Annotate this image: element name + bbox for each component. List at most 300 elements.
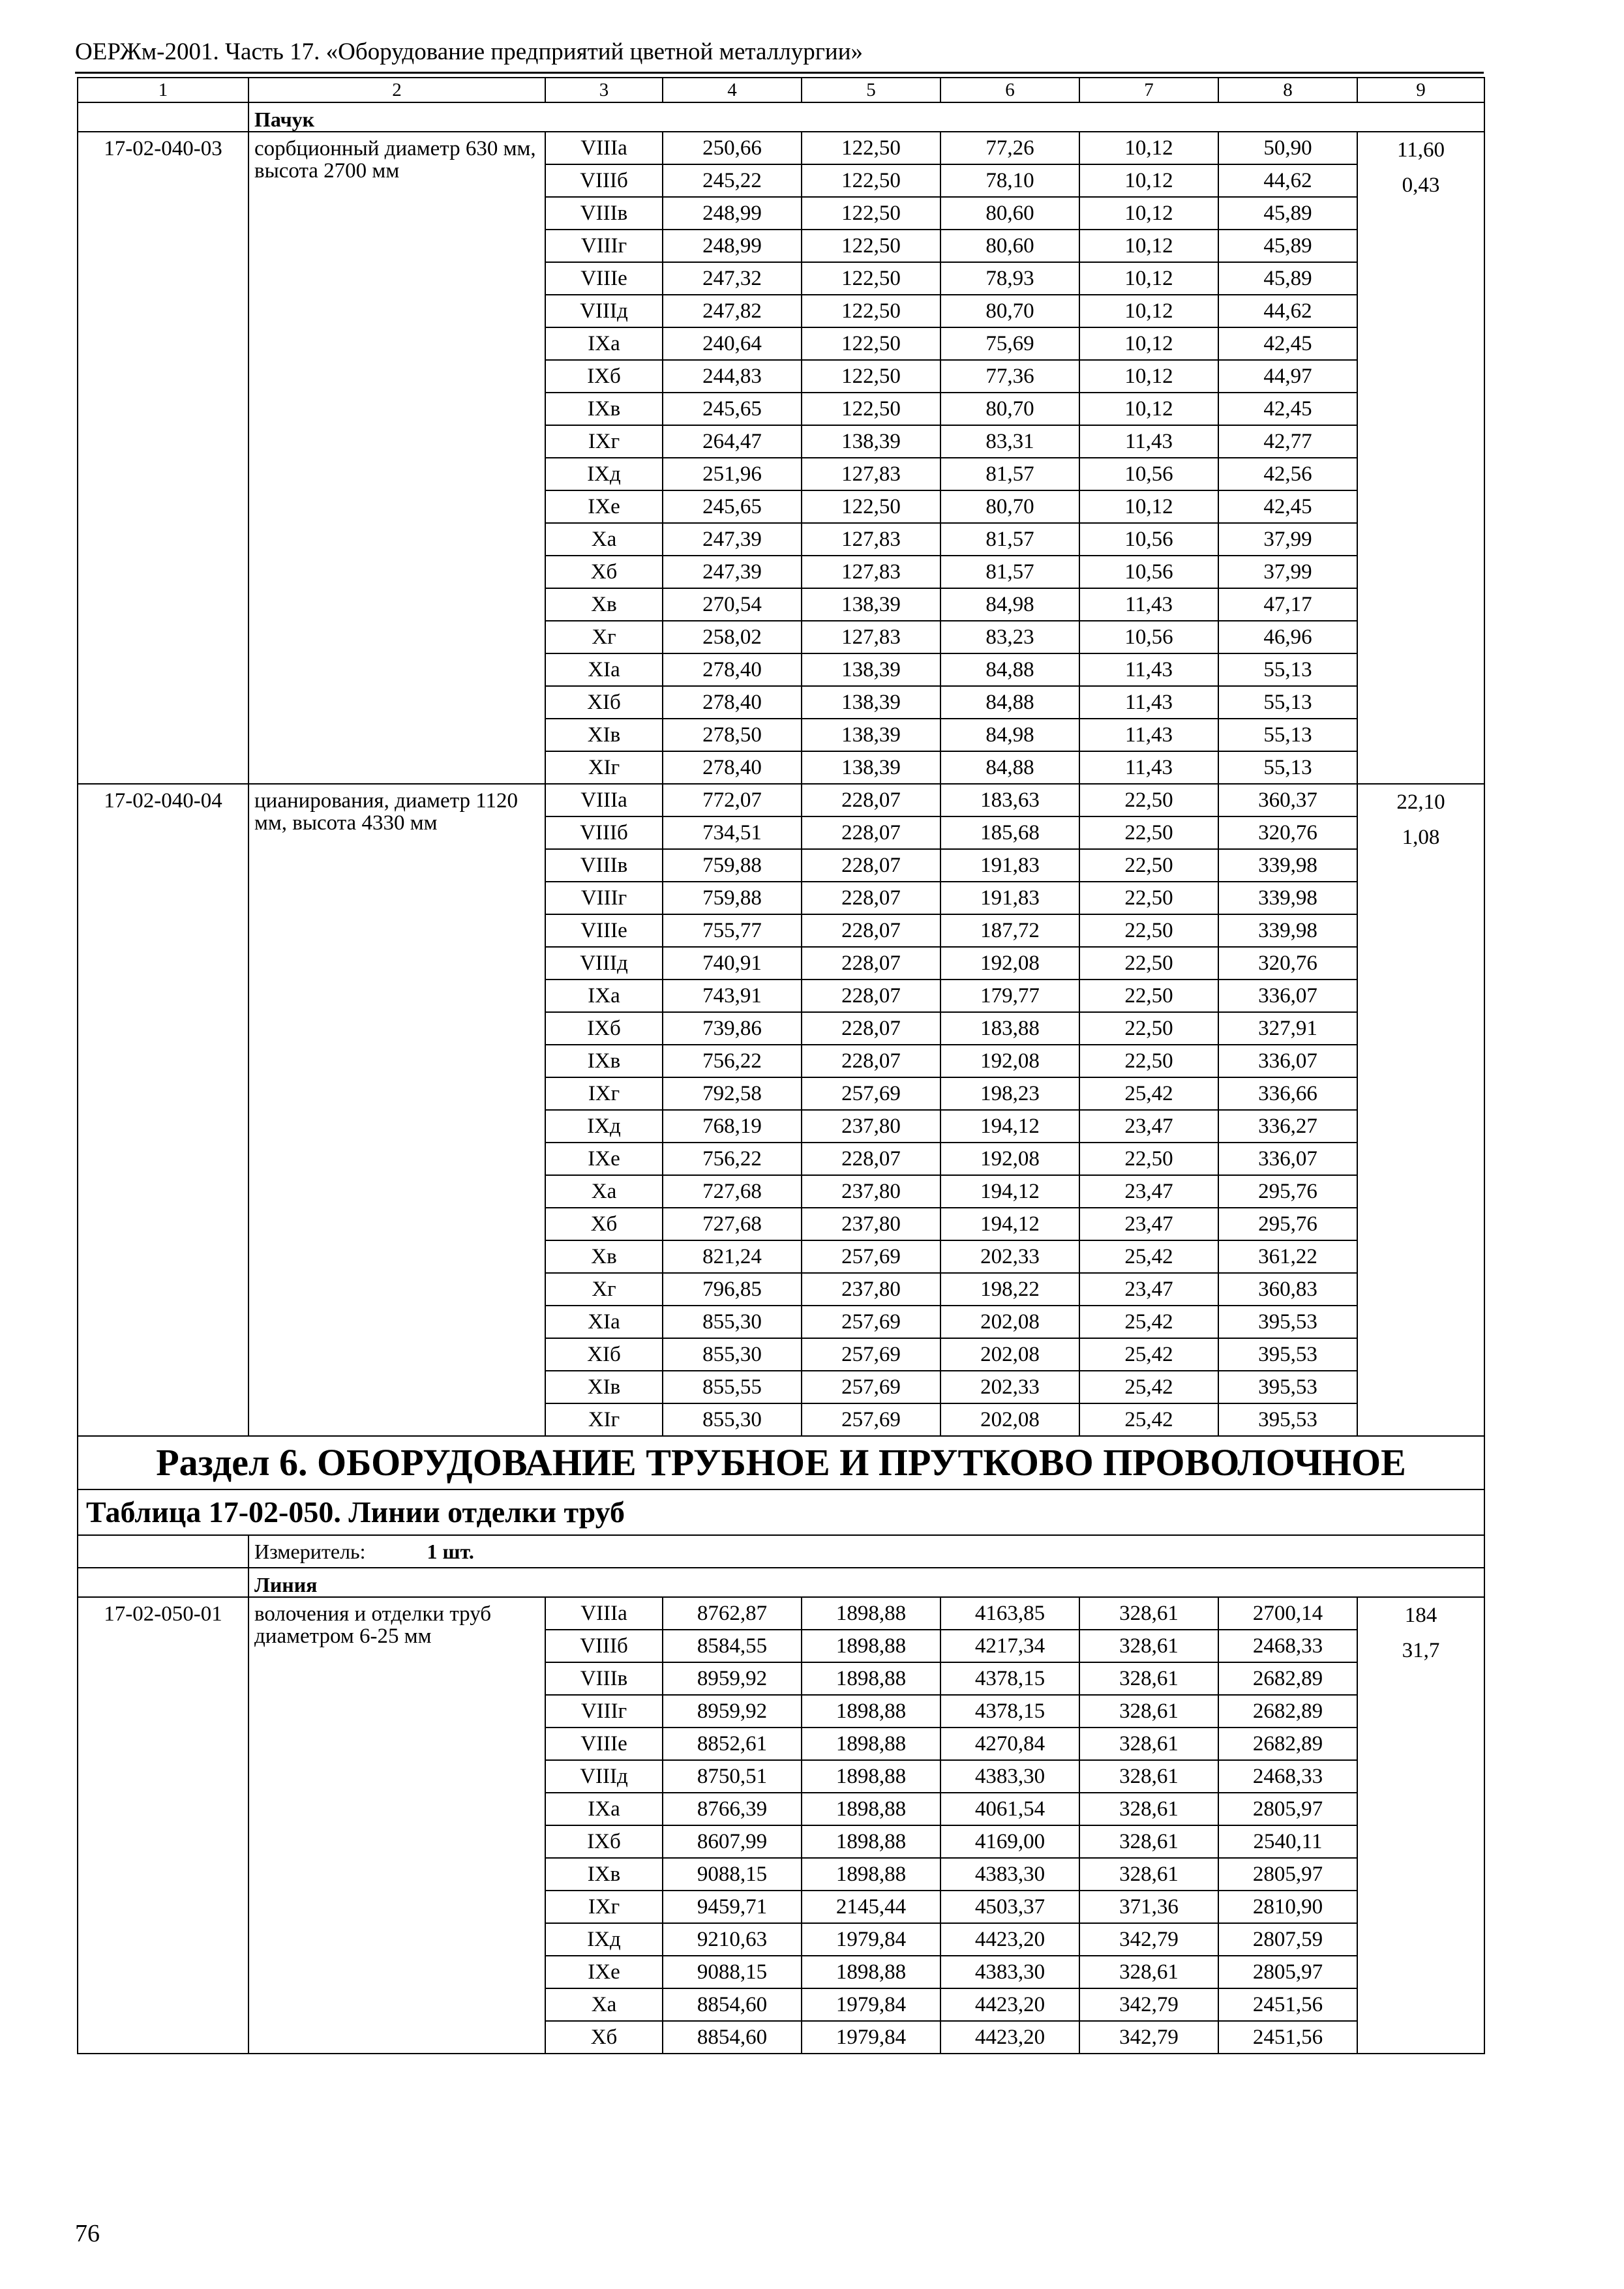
value-cell: 251,96 (663, 458, 802, 490)
item-code: 17-02-040-04 (78, 784, 248, 1436)
value-cell: 23,47 (1079, 1175, 1218, 1208)
value-cell: 10,56 (1079, 523, 1218, 556)
value-cell: 42,45 (1218, 490, 1357, 523)
value-cell: 127,83 (802, 621, 940, 653)
value-cell: 187,72 (940, 914, 1079, 947)
value-cell: 138,39 (802, 653, 940, 686)
value-cell: 248,99 (663, 230, 802, 262)
value-cell: 78,93 (940, 262, 1079, 295)
value-cell: 339,98 (1218, 849, 1357, 882)
value-cell: 328,61 (1079, 1793, 1218, 1825)
value-cell: 320,76 (1218, 947, 1357, 980)
value-cell: 127,83 (802, 458, 940, 490)
value-cell: 10,56 (1079, 621, 1218, 653)
zone-cell: XIа (545, 1306, 663, 1338)
value-cell: 2540,11 (1218, 1825, 1357, 1858)
zone-cell: IXг (545, 1891, 663, 1923)
group-pachuk-row (78, 102, 1484, 132)
zone-cell: VIIIа (545, 784, 663, 816)
value-cell: 2451,56 (1218, 2021, 1357, 2054)
zone-cell: VIIIе (545, 262, 663, 295)
measure-label: Измеритель: (254, 1540, 366, 1563)
value-cell: 192,08 (940, 947, 1079, 980)
value-cell: 22,50 (1079, 914, 1218, 947)
zone-cell: IXг (545, 425, 663, 458)
zone-cell: Xб (545, 556, 663, 588)
value-cell: 228,07 (802, 947, 940, 980)
value-cell: 122,50 (802, 360, 940, 393)
value-cell: 4169,00 (940, 1825, 1079, 1858)
value-cell: 83,23 (940, 621, 1079, 653)
zone-cell: IXг (545, 1077, 663, 1110)
value-cell: 270,54 (663, 588, 802, 621)
zone-cell: IXб (545, 1825, 663, 1858)
value-cell: 55,13 (1218, 653, 1357, 686)
mass-cell (1357, 784, 1484, 1436)
value-cell: 4503,37 (940, 1891, 1079, 1923)
measure-cell (248, 1535, 1484, 1568)
header-rule (75, 72, 1484, 74)
column-number: 7 (1079, 78, 1218, 102)
value-cell: 759,88 (663, 849, 802, 882)
value-cell: 47,17 (1218, 588, 1357, 621)
value-cell: 8750,51 (663, 1760, 802, 1793)
value-cell: 8607,99 (663, 1825, 802, 1858)
value-cell: 772,07 (663, 784, 802, 816)
value-cell: 855,55 (663, 1371, 802, 1403)
value-cell: 25,42 (1079, 1338, 1218, 1371)
value-cell: 46,96 (1218, 621, 1357, 653)
value-cell: 278,40 (663, 653, 802, 686)
value-cell: 360,37 (1218, 784, 1357, 816)
value-cell: 25,42 (1079, 1240, 1218, 1273)
value-cell: 336,07 (1218, 1143, 1357, 1175)
value-cell: 138,39 (802, 686, 940, 719)
value-cell: 80,60 (940, 230, 1079, 262)
column-number: 5 (802, 78, 940, 102)
value-cell: 395,53 (1218, 1338, 1357, 1371)
group-liniya-row (78, 1568, 1484, 1597)
value-cell: 77,36 (940, 360, 1079, 393)
value-cell: 278,40 (663, 686, 802, 719)
value-cell: 192,08 (940, 1045, 1079, 1077)
value-cell: 237,80 (802, 1110, 940, 1143)
value-cell: 2468,33 (1218, 1630, 1357, 1662)
value-cell: 4163,85 (940, 1597, 1079, 1630)
mass-value: 11,60 (1396, 138, 1445, 162)
value-cell: 122,50 (802, 327, 940, 360)
value-cell: 10,12 (1079, 393, 1218, 425)
item-name: волочения и отделки труб диаметром 6-25 мм (248, 1597, 545, 2054)
group-empty-cell (78, 1568, 248, 1597)
value-cell: 10,56 (1079, 556, 1218, 588)
value-cell: 8852,61 (663, 1728, 802, 1760)
zone-cell: IXд (545, 1923, 663, 1956)
zone-cell: Xа (545, 523, 663, 556)
column-number: 4 (663, 78, 802, 102)
value-cell: 2468,33 (1218, 1760, 1357, 1793)
value-cell: 22,50 (1079, 1045, 1218, 1077)
value-cell: 138,39 (802, 719, 940, 751)
column-number: 2 (248, 78, 545, 102)
value-cell: 336,07 (1218, 980, 1357, 1012)
zone-cell: XIб (545, 686, 663, 719)
value-cell: 8959,92 (663, 1695, 802, 1728)
value-cell: 202,08 (940, 1306, 1079, 1338)
value-cell: 228,07 (802, 1143, 940, 1175)
value-cell: 122,50 (802, 393, 940, 425)
value-cell: 228,07 (802, 914, 940, 947)
value-cell: 336,07 (1218, 1045, 1357, 1077)
value-cell: 84,98 (940, 719, 1079, 751)
value-cell: 122,50 (802, 295, 940, 327)
value-cell: 23,47 (1079, 1273, 1218, 1306)
value-cell: 328,61 (1079, 1695, 1218, 1728)
zone-cell: Xв (545, 588, 663, 621)
value-cell: 328,61 (1079, 1728, 1218, 1760)
zone-cell: Xг (545, 621, 663, 653)
value-cell: 10,12 (1079, 490, 1218, 523)
zone-cell: IXб (545, 360, 663, 393)
value-cell: 278,50 (663, 719, 802, 751)
value-cell: 122,50 (802, 197, 940, 230)
zone-cell: XIв (545, 1371, 663, 1403)
value-cell: 228,07 (802, 849, 940, 882)
value-cell: 10,12 (1079, 327, 1218, 360)
value-cell: 1898,88 (802, 1597, 940, 1630)
value-cell: 55,13 (1218, 686, 1357, 719)
value-cell: 122,50 (802, 132, 940, 164)
value-cell: 191,83 (940, 882, 1079, 914)
zone-cell: VIIIг (545, 230, 663, 262)
value-cell: 245,65 (663, 393, 802, 425)
value-cell: 1898,88 (802, 1956, 940, 1988)
value-cell: 37,99 (1218, 556, 1357, 588)
column-number: 8 (1218, 78, 1357, 102)
value-cell: 2682,89 (1218, 1728, 1357, 1760)
value-cell: 328,61 (1079, 1597, 1218, 1630)
value-cell: 194,12 (940, 1110, 1079, 1143)
value-cell: 8854,60 (663, 1988, 802, 2021)
value-cell: 11,43 (1079, 588, 1218, 621)
value-cell: 80,70 (940, 295, 1079, 327)
value-cell: 25,42 (1079, 1077, 1218, 1110)
value-cell: 740,91 (663, 947, 802, 980)
value-cell: 4378,15 (940, 1695, 1079, 1728)
mass-value: 1,08 (1402, 826, 1440, 849)
value-cell: 8854,60 (663, 2021, 802, 2054)
value-cell: 81,57 (940, 556, 1079, 588)
value-cell: 1979,84 (802, 1988, 940, 2021)
value-cell: 855,30 (663, 1338, 802, 1371)
value-cell: 10,12 (1079, 295, 1218, 327)
value-cell: 10,12 (1079, 164, 1218, 197)
value-cell: 9088,15 (663, 1858, 802, 1891)
value-cell: 22,50 (1079, 816, 1218, 849)
value-cell: 138,39 (802, 588, 940, 621)
value-cell: 237,80 (802, 1208, 940, 1240)
value-cell: 257,69 (802, 1371, 940, 1403)
value-cell: 42,45 (1218, 393, 1357, 425)
value-cell: 1898,88 (802, 1630, 940, 1662)
value-cell: 1979,84 (802, 1923, 940, 1956)
zone-cell: IXе (545, 1143, 663, 1175)
item-code: 17-02-040-03 (78, 132, 248, 784)
value-cell: 4217,34 (940, 1630, 1079, 1662)
value-cell: 2682,89 (1218, 1695, 1357, 1728)
value-cell: 22,50 (1079, 980, 1218, 1012)
value-cell: 77,26 (940, 132, 1079, 164)
value-cell: 2805,97 (1218, 1793, 1357, 1825)
measure-row (78, 1535, 1484, 1568)
value-cell: 8762,87 (663, 1597, 802, 1630)
value-cell: 75,69 (940, 327, 1079, 360)
group-pachuk-label: Пачук (248, 102, 1484, 132)
zone-cell: IXд (545, 458, 663, 490)
value-cell: 84,88 (940, 653, 1079, 686)
zone-cell: VIIIе (545, 1728, 663, 1760)
value-cell: 4423,20 (940, 1988, 1079, 2021)
value-cell: 328,61 (1079, 1630, 1218, 1662)
item-name: цианирования, диаметр 1120 мм, высота 4330 мм (248, 784, 545, 1436)
value-cell: 855,30 (663, 1306, 802, 1338)
page-header: ОЕРЖм-2001. Часть 17. «Оборудование предприятий цветной металлургии» (75, 38, 864, 65)
value-cell: 10,56 (1079, 458, 1218, 490)
value-cell: 22,50 (1079, 784, 1218, 816)
zone-cell: VIIIб (545, 1630, 663, 1662)
table-row (78, 784, 1484, 816)
zone-cell: Xа (545, 1988, 663, 2021)
value-cell: 138,39 (802, 425, 940, 458)
mass-value: 31,7 (1402, 1639, 1440, 1662)
value-cell: 45,89 (1218, 262, 1357, 295)
zone-cell: XIв (545, 719, 663, 751)
zone-cell: VIIIг (545, 882, 663, 914)
value-cell: 55,13 (1218, 751, 1357, 784)
value-cell: 342,79 (1079, 1988, 1218, 2021)
value-cell: 22,50 (1079, 947, 1218, 980)
value-cell: 821,24 (663, 1240, 802, 1273)
measure-empty-cell (78, 1535, 248, 1568)
value-cell: 45,89 (1218, 230, 1357, 262)
value-cell: 295,76 (1218, 1175, 1357, 1208)
value-cell: 278,40 (663, 751, 802, 784)
measure-value: 1 шт. (427, 1540, 474, 1563)
value-cell: 9210,63 (663, 1923, 802, 1956)
value-cell: 257,69 (802, 1338, 940, 1371)
value-cell: 2810,90 (1218, 1891, 1357, 1923)
table-row (78, 1597, 1484, 1630)
value-cell: 237,80 (802, 1273, 940, 1306)
value-cell: 4270,84 (940, 1728, 1079, 1760)
value-cell: 122,50 (802, 230, 940, 262)
value-cell: 84,88 (940, 751, 1079, 784)
zone-cell: IXа (545, 327, 663, 360)
value-cell: 9088,15 (663, 1956, 802, 1988)
mass-value: 184 (1404, 1604, 1437, 1627)
value-cell: 371,36 (1079, 1891, 1218, 1923)
table-row (78, 132, 1484, 164)
value-cell: 247,39 (663, 523, 802, 556)
section-title-row (78, 1436, 1484, 1489)
zone-cell: XIг (545, 1403, 663, 1436)
value-cell: 342,79 (1079, 1923, 1218, 1956)
value-cell: 44,62 (1218, 295, 1357, 327)
zone-cell: VIIIд (545, 295, 663, 327)
value-cell: 22,50 (1079, 849, 1218, 882)
value-cell: 2807,59 (1218, 1923, 1357, 1956)
zone-cell: IXе (545, 490, 663, 523)
value-cell: 4383,30 (940, 1956, 1079, 1988)
value-cell: 2805,97 (1218, 1858, 1357, 1891)
mass-cell (1357, 132, 1484, 784)
value-cell: 247,39 (663, 556, 802, 588)
zone-cell: VIIIд (545, 1760, 663, 1793)
value-cell: 328,61 (1079, 1956, 1218, 1988)
value-cell: 10,12 (1079, 197, 1218, 230)
value-cell: 80,70 (940, 490, 1079, 523)
value-cell: 22,50 (1079, 882, 1218, 914)
value-cell: 185,68 (940, 816, 1079, 849)
value-cell: 328,61 (1079, 1662, 1218, 1695)
zone-cell: VIIIв (545, 1662, 663, 1695)
zone-cell: Xв (545, 1240, 663, 1273)
value-cell: 45,89 (1218, 197, 1357, 230)
rates-table (77, 77, 1485, 2054)
value-cell: 755,77 (663, 914, 802, 947)
value-cell: 127,83 (802, 556, 940, 588)
value-cell: 122,50 (802, 164, 940, 197)
value-cell: 1898,88 (802, 1728, 940, 1760)
value-cell: 228,07 (802, 1045, 940, 1077)
mass-cell (1357, 1597, 1484, 2054)
value-cell: 4061,54 (940, 1793, 1079, 1825)
value-cell: 248,99 (663, 197, 802, 230)
zone-cell: IXв (545, 1858, 663, 1891)
value-cell: 44,62 (1218, 164, 1357, 197)
zone-cell: VIIIа (545, 132, 663, 164)
value-cell: 250,66 (663, 132, 802, 164)
value-cell: 796,85 (663, 1273, 802, 1306)
value-cell: 4383,30 (940, 1858, 1079, 1891)
value-cell: 336,66 (1218, 1077, 1357, 1110)
zone-cell: IXб (545, 1012, 663, 1045)
value-cell: 4423,20 (940, 2021, 1079, 2054)
value-cell: 23,47 (1079, 1110, 1218, 1143)
value-cell: 202,08 (940, 1338, 1079, 1371)
value-cell: 228,07 (802, 1012, 940, 1045)
value-cell: 37,99 (1218, 523, 1357, 556)
value-cell: 855,30 (663, 1403, 802, 1436)
zone-cell: Xб (545, 1208, 663, 1240)
value-cell: 327,91 (1218, 1012, 1357, 1045)
zone-cell: XIг (545, 751, 663, 784)
value-cell: 42,45 (1218, 327, 1357, 360)
value-cell: 1898,88 (802, 1793, 940, 1825)
value-cell: 320,76 (1218, 816, 1357, 849)
value-cell: 328,61 (1079, 1825, 1218, 1858)
item-name: сорбционный диаметр 630 мм, высота 2700 мм (248, 132, 545, 784)
value-cell: 743,91 (663, 980, 802, 1012)
value-cell: 10,12 (1079, 360, 1218, 393)
mass-value: 22,10 (1396, 790, 1445, 814)
mass-value: 0,43 (1402, 173, 1440, 197)
table-title-row (78, 1489, 1484, 1535)
value-cell: 11,43 (1079, 751, 1218, 784)
value-cell: 8959,92 (663, 1662, 802, 1695)
value-cell: 727,68 (663, 1175, 802, 1208)
value-cell: 11,43 (1079, 719, 1218, 751)
value-cell: 122,50 (802, 262, 940, 295)
value-cell: 198,23 (940, 1077, 1079, 1110)
zone-cell: VIIIв (545, 849, 663, 882)
value-cell: 194,12 (940, 1175, 1079, 1208)
value-cell: 25,42 (1079, 1371, 1218, 1403)
value-cell: 84,98 (940, 588, 1079, 621)
value-cell: 245,22 (663, 164, 802, 197)
value-cell: 198,22 (940, 1273, 1079, 1306)
value-cell: 245,65 (663, 490, 802, 523)
zone-cell: VIIIа (545, 1597, 663, 1630)
value-cell: 360,83 (1218, 1273, 1357, 1306)
value-cell: 361,22 (1218, 1240, 1357, 1273)
value-cell: 1898,88 (802, 1858, 940, 1891)
value-cell: 81,57 (940, 458, 1079, 490)
value-cell: 228,07 (802, 816, 940, 849)
value-cell: 202,33 (940, 1371, 1079, 1403)
zone-cell: Xг (545, 1273, 663, 1306)
value-cell: 244,83 (663, 360, 802, 393)
value-cell: 247,82 (663, 295, 802, 327)
value-cell: 8766,39 (663, 1793, 802, 1825)
table-title: Таблица 17-02-050. Линии отделки труб (78, 1489, 1484, 1535)
zone-cell: IXа (545, 980, 663, 1012)
value-cell: 756,22 (663, 1143, 802, 1175)
value-cell: 734,51 (663, 816, 802, 849)
value-cell: 192,08 (940, 1143, 1079, 1175)
value-cell: 22,50 (1079, 1012, 1218, 1045)
value-cell: 194,12 (940, 1208, 1079, 1240)
value-cell: 228,07 (802, 980, 940, 1012)
value-cell: 264,47 (663, 425, 802, 458)
value-cell: 2682,89 (1218, 1662, 1357, 1695)
value-cell: 1979,84 (802, 2021, 940, 2054)
value-cell: 257,69 (802, 1240, 940, 1273)
value-cell: 8584,55 (663, 1630, 802, 1662)
value-cell: 328,61 (1079, 1760, 1218, 1793)
value-cell: 10,12 (1079, 230, 1218, 262)
zone-cell: IXв (545, 393, 663, 425)
column-number: 6 (940, 78, 1079, 102)
value-cell: 1898,88 (802, 1695, 940, 1728)
value-cell: 240,64 (663, 327, 802, 360)
value-cell: 25,42 (1079, 1403, 1218, 1436)
value-cell: 2805,97 (1218, 1956, 1357, 1988)
value-cell: 122,50 (802, 490, 940, 523)
value-cell: 4383,30 (940, 1760, 1079, 1793)
page-number: 76 (75, 2220, 100, 2247)
value-cell: 1898,88 (802, 1760, 940, 1793)
value-cell: 756,22 (663, 1045, 802, 1077)
value-cell: 792,58 (663, 1077, 802, 1110)
zone-cell: VIIIд (545, 947, 663, 980)
group-liniya-label: Линия (248, 1568, 1484, 1597)
value-cell: 228,07 (802, 882, 940, 914)
value-cell: 328,61 (1079, 1858, 1218, 1891)
value-cell: 768,19 (663, 1110, 802, 1143)
value-cell: 9459,71 (663, 1891, 802, 1923)
value-cell: 81,57 (940, 523, 1079, 556)
